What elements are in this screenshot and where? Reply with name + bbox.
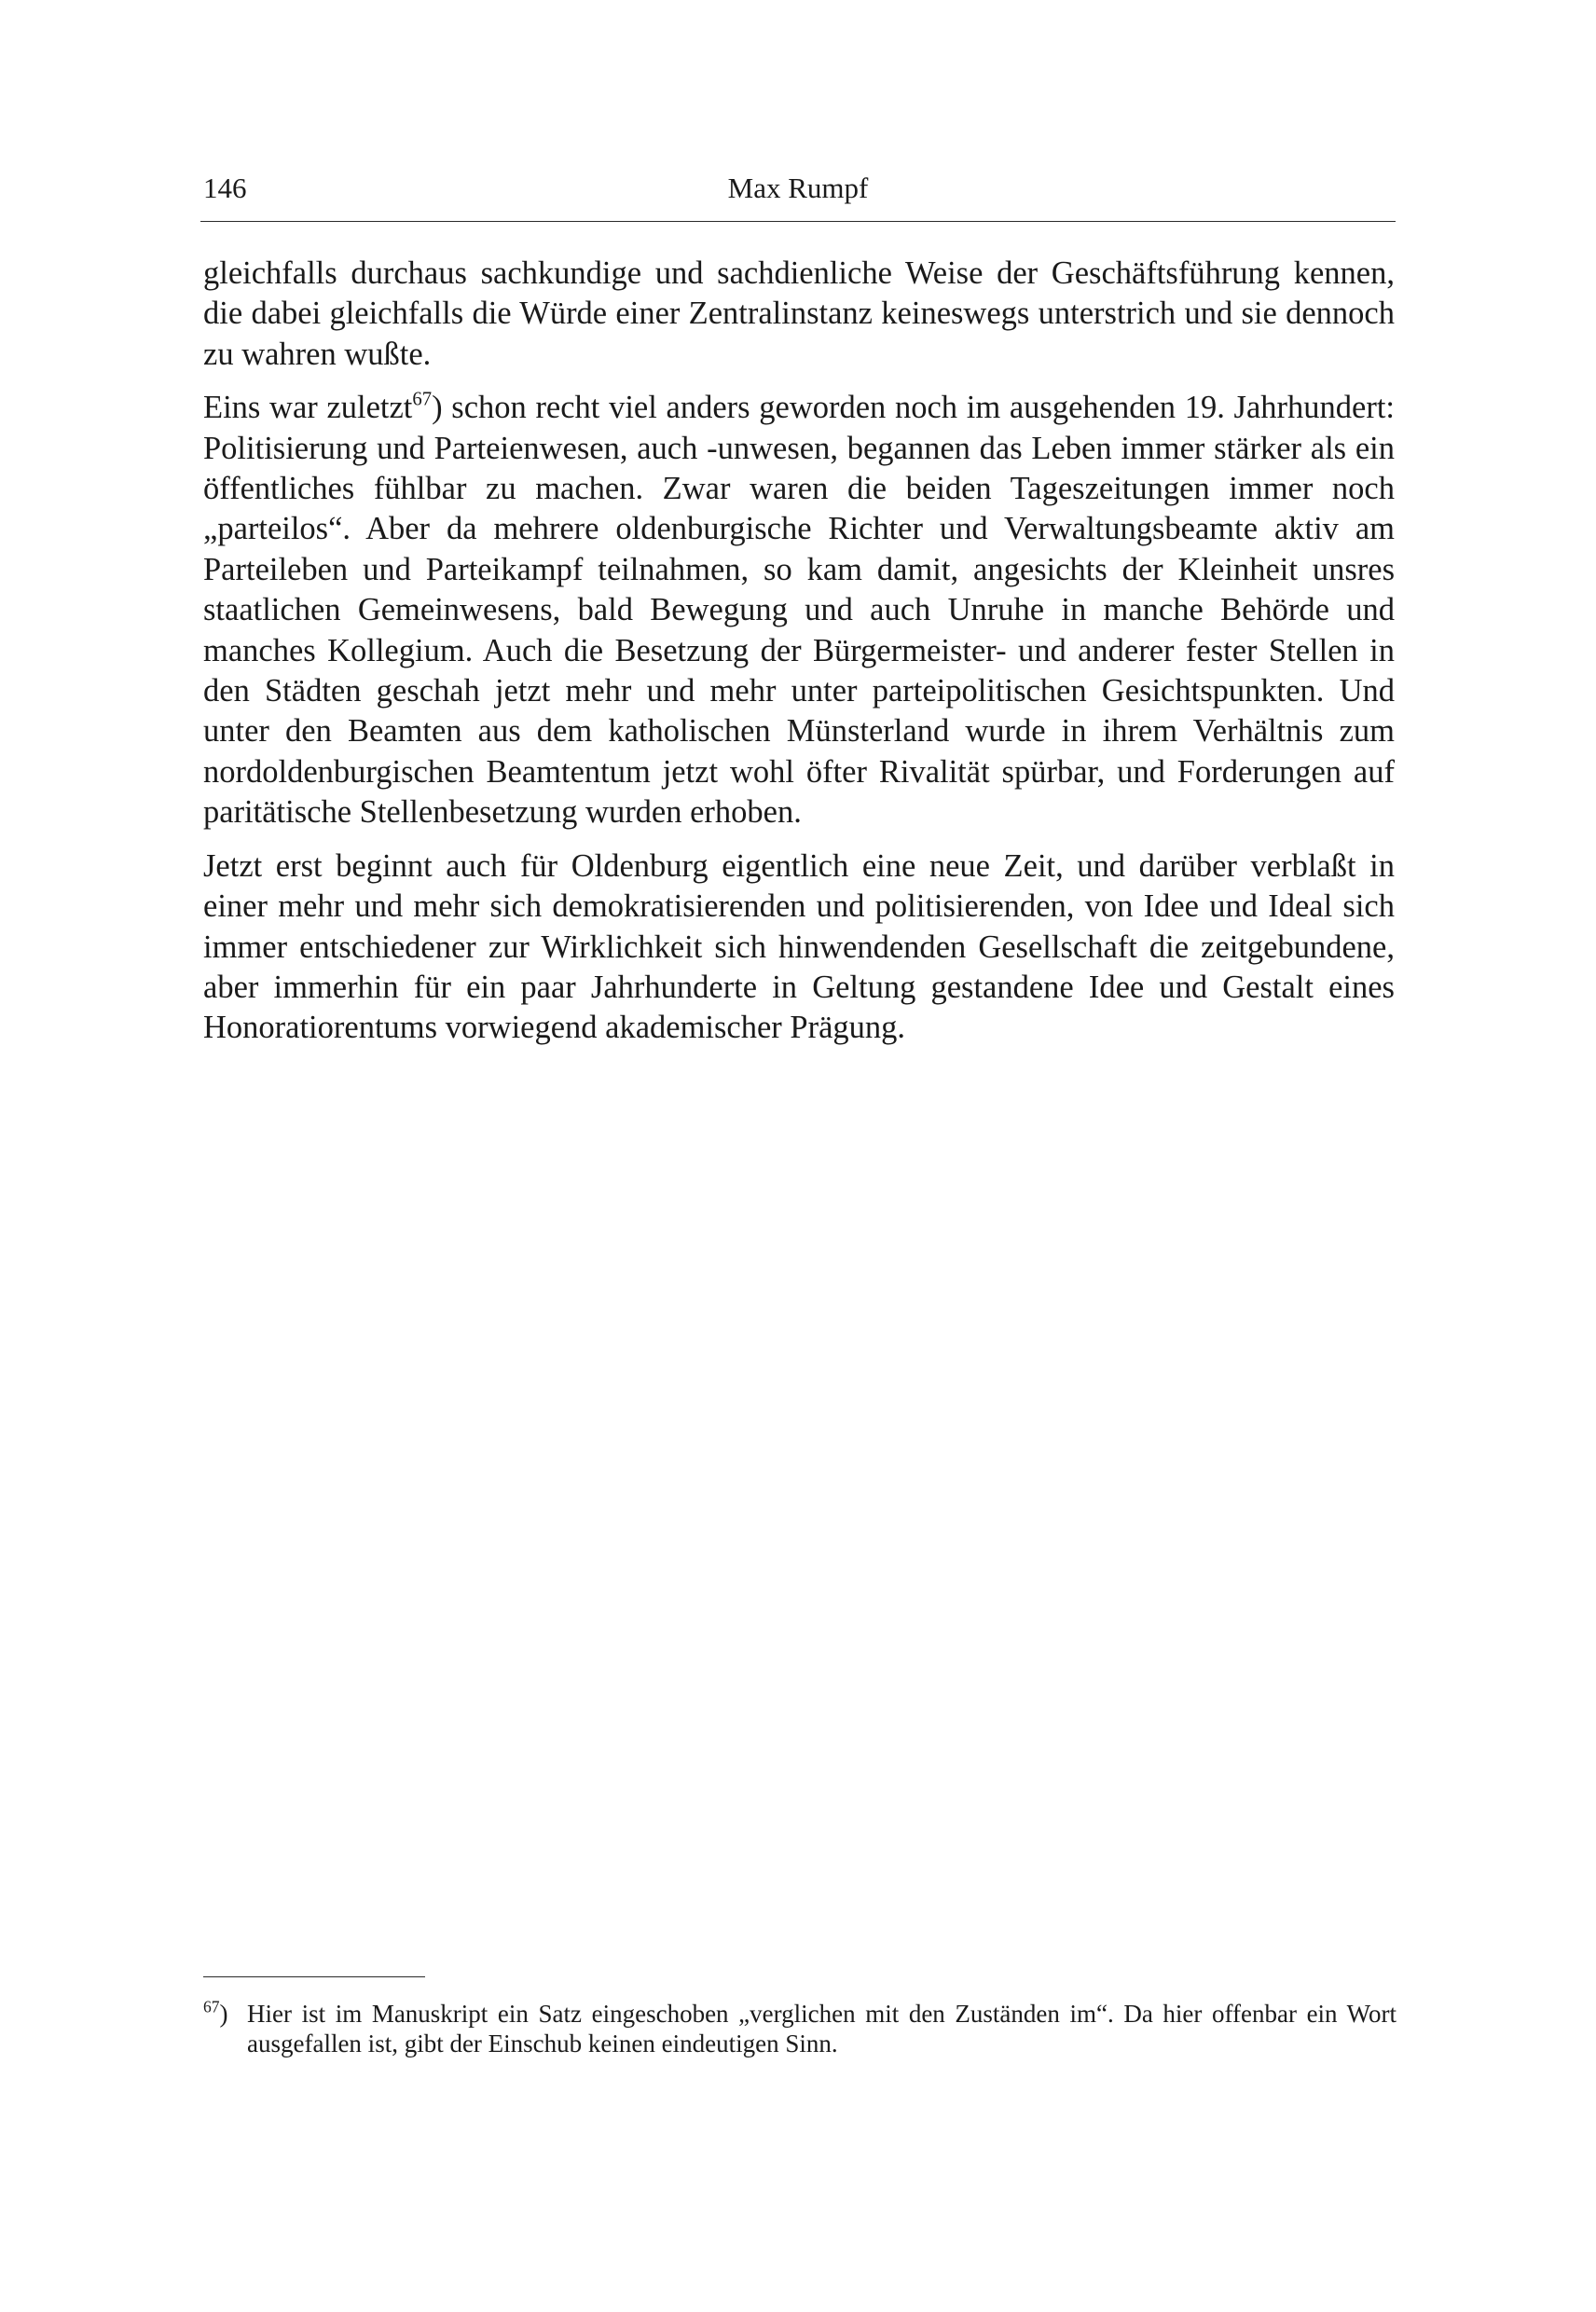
- page-number: 146: [203, 172, 247, 204]
- footnote-text: Hier ist im Manuskript ein Satz eingeschoben „verglichen mit den Zuständen im“. Da hier offenbar ein Wort ausgefallen ist, gibt der Einschub keinen eindeutigen Sinn.: [247, 2000, 1396, 2057]
- footnote-marker-paren: ): [219, 2000, 228, 2028]
- paragraph-1: gleichfalls durchaus sachkundige und sachdienliche Weise der Geschäftsführung kennen, die dabei gleichfalls die Würde einer Zentralinstanz keineswegs unterstrich und sie dennoch zu wahren wußte.: [203, 255, 1395, 372]
- paragraph-2: [203, 388, 1395, 833]
- footnote-marker: [203, 1999, 228, 2029]
- footnote: [203, 1999, 1396, 2058]
- paragraph-3: Jetzt erst beginnt auch für Oldenburg eigentlich eine neue Zeit, und darüber verblaßt in einer mehr und mehr sich demokratisierenden und politisierenden, von Idee und Ideal sich immer entschiedener zur Wirklichkeit sich hinwendenden Gesellschaft die zeitgebundene, aber immerhin für ein paar Jahrhunderte in Geltung gestandene Idee und Gestalt eines Honoratiorentums vorwiegend akademischer Prägung.: [203, 847, 1395, 1046]
- running-head: Max Rumpf: [727, 172, 869, 204]
- paragraph-2-rest: ) schon recht viel anders geworden noch im ausgehenden 19. Jahrhundert: Politisierung und Parteienwesen, auch -unwesen, begannen das Leben immer stärker als ein öffentliches fühlbar zu machen. Zwar waren die beiden Tageszeitungen immer noch „parteilos“. Aber da mehrere oldenburgische Richter und Verwaltungsbeamte aktiv am Parteileben und Parteikampf teilnahmen, so kam damit, angesichts der Kleinheit unsres staatlichen Gemeinwesens, bald Bewegung und auch Unruhe in manche Behörde und manches Kollegium. Auch die Besetzung der Bürgermeister- und anderer fester Stellen in den Städten geschah jetzt mehr und mehr unter parteipolitischen Gesichtspunkten. Und unter den Beamten aus dem katholischen Münsterland wurde in ihrem Verhältnis zum nordoldenburgischen Beamtentum jetzt wohl öfter Rivalität spürbar, und Forderungen auf paritätische Stellenbesetzung wurden erhoben.: [203, 390, 1395, 831]
- footnote-rule: [203, 1976, 425, 1977]
- footnote-marker-number: 67: [203, 1997, 220, 2016]
- paragraph-2-start: Eins war zuletzt: [203, 390, 413, 426]
- footnote-reference[interactable]: 67: [412, 389, 433, 410]
- body-text: [203, 254, 1395, 1062]
- header-rule: [200, 221, 1396, 222]
